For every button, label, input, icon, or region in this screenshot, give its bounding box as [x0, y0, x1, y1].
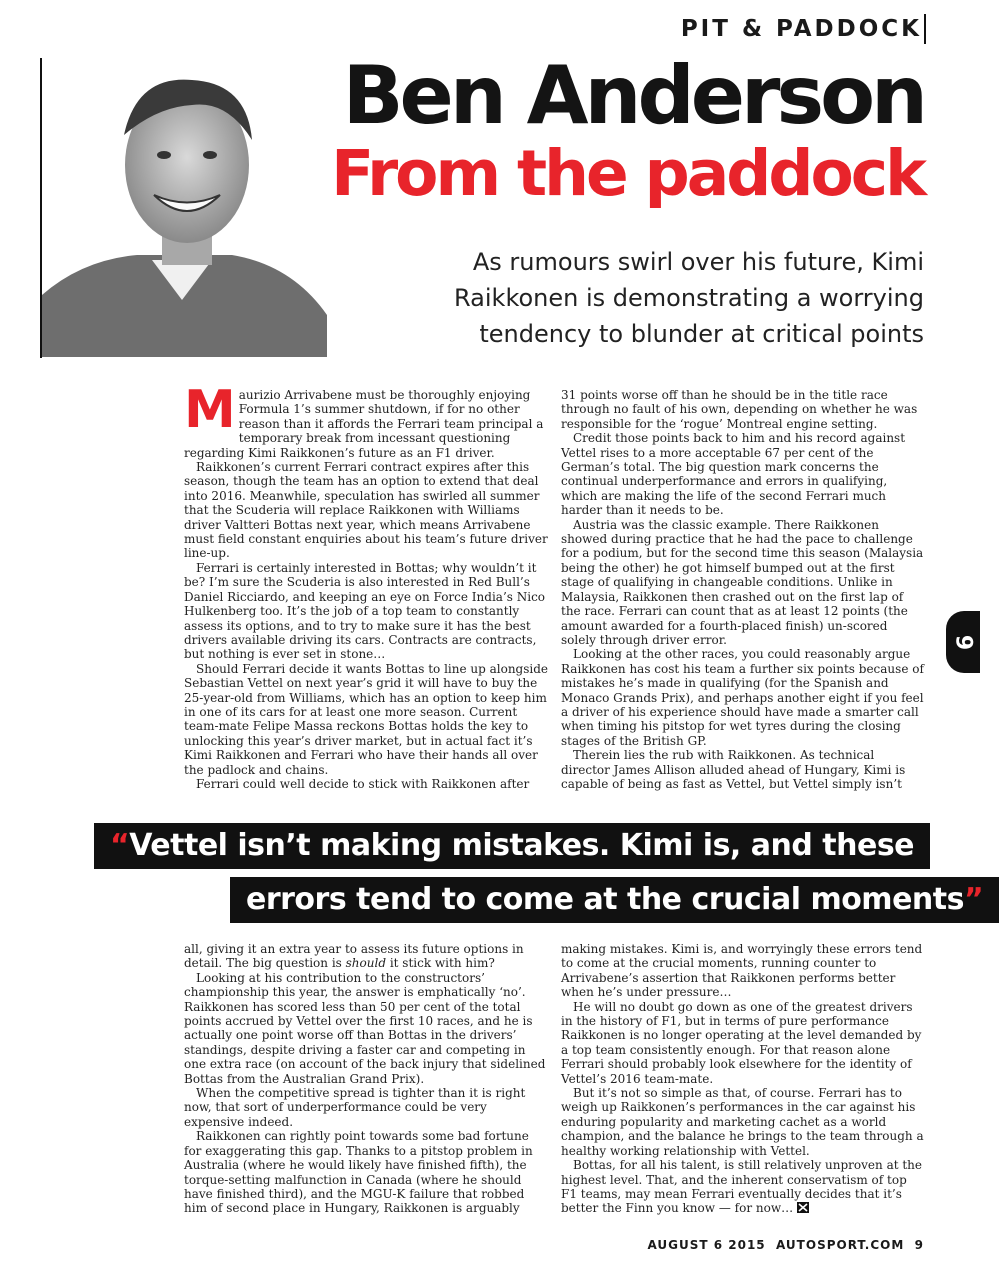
article-column-2-bottom	[561, 942, 924, 1216]
article-column-1-top	[184, 380, 549, 791]
paragraph: Ferrari is certainly interested in Bottas; why wouldn’t it be? I’m sure the Scuderia is also interested in Red Bull’s Daniel Ricciardo, and keeping an eye on Force India’s Nico Hulkenberg too. It’s the job of a top team to constantly assess its options, and to try to make sure it has the best drivers available driving its cars. Contracts are contracts, but nothing is ever set in stone…	[184, 560, 546, 662]
paragraph: Ferrari could well decide to stick with Raikkonen after	[196, 776, 530, 791]
site-name: AUTOSPORT.COM	[776, 1238, 905, 1252]
paragraph: When the competitive spread is tighter than it is right now, that sort of underperformance could be very expensive indeed.	[184, 1086, 526, 1129]
pull-quote-line-2	[230, 877, 999, 923]
section-label: PIT & PADDOCK	[680, 16, 922, 42]
paragraph: 31 points worse off than he should be in the title race through no fault of his own, depending on whether he was responsible for the ‘rogue’ Montreal engine setting.	[561, 388, 918, 431]
paragraph	[561, 1158, 924, 1216]
section-rule	[924, 14, 926, 44]
pull-quote-text-1: Vettel isn’t making mistakes. Kimi is, and these	[129, 828, 915, 863]
paragraph	[184, 942, 548, 971]
paragraph: aurizio Arrivabene must be thoroughly enjoying Formula 1’s summer shutdown, if for no other reason than it affords the Ferrari team principal a temporary break from incessant questioning regarding Kimi Raikkonen’s future as an F1 driver.	[184, 388, 544, 460]
page-number: 9	[914, 1238, 924, 1252]
paragraph: Looking at his contribution to the constructors’ championship this year, the answer is emphatically ‘no’. Raikkonen has scored less than 50 per cent of the total points accrued by Vettel over the first 10 races, and he is actually one point worse off than Bottas in the drivers’ standings, despite driving a faster car and competing in one extra race (on account of the back injury that sidelined Bottas from the Australian Grand Prix).	[184, 970, 546, 1086]
paragraph: Should Ferrari decide it wants Bottas to line up alongside Sebastian Vettel on next year’s grid it will have to buy the 25-year-old from Williams, which has an option to keep him in one of its cars for at least one more season. Current team-mate Felipe Massa reckons Bottas holds the key to unlocking this year’s driver market, but in actual fact it’s Kimi Raikkonen and Ferrari who have their hands all over the padlock and chains.	[184, 661, 549, 777]
paragraph: Looking at the other races, you could reasonably argue Raikkonen has cost his team a further six points because of mistakes he’s made in qualifying (for the Spanish and Monaco Grands Prix), and perhaps another eight if you feel a driver of his experience should have made a smarter call when timing his pitstop for wet tyres during the closing stages of the British GP.	[561, 647, 924, 748]
paragraph: Austria was the classic example. There Raikkonen showed during practice that he had the pace to challenge for a podium, but for the second time this season (Malaysia being the other) he got himself bumped out at the first stage of qualifying in changeable conditions. Unlike in Malaysia, Raikkonen then crashed out on the first lap of the race. Ferrari can count that as at least 12 points (the amount awarded for a fourth-placed finish) un-scored solely through driver error.	[561, 517, 924, 647]
text-run: it stick with him?	[386, 956, 495, 971]
page-footer	[647, 1238, 924, 1252]
columnist-portrait-icon	[42, 55, 327, 357]
paragraph: Credit those points back to him and his record against Vettel rises to a more acceptable 67 per cent of the German’s total. The big question mark concerns the continual underperformance and errors in qualifying, which are making the life of the second Ferrari much harder than it needs to be.	[561, 431, 906, 518]
paragraph: Therein lies the rub with Raikkonen. As technical director James Allison alluded ahead of Hungary, Kimi is capable of being as fast as Vettel, but Vettel simply isn’t	[561, 748, 906, 791]
author-name: Ben Anderson	[342, 49, 924, 142]
paragraph: Raikkonen’s current Ferrari contract expires after this season, though the team has an option to extend that deal into 2016. Meanwhile, speculation has swirled all summer that the Scuderia will replace Raikkonen with Williams driver Valtteri Bottas next year, which means Arrivabene must field constant enquiries about his team’s future driver line-up.	[184, 460, 548, 561]
paragraph: making mistakes. Kimi is, and worryingly these errors tend to come at the crucial moments, running counter to Arrivabene’s assertion that Raikkonen performs better when he’s under pressure…	[561, 942, 923, 1000]
pull-quote-line-1	[94, 823, 930, 869]
pull-quote-text-2: errors tend to come at the crucial moments	[246, 882, 964, 917]
paragraph: He will no doubt go down as one of the greatest drivers in the history of F1, but in terms of pure performance Raikkonen is no longer operating at the level demanded by a top team consistently enough. For that reason alone Ferrari should probably look elsewhere for the identity of Vettel’s 2016 team-mate.	[561, 999, 922, 1086]
issue-date: AUGUST 6 2015	[647, 1238, 766, 1252]
column-title: From the paddock	[331, 137, 924, 210]
paragraph: But it’s not so simple as that, of course. Ferrari has to weigh up Raikkonen’s performances in the car against his enduring popularity and marketing cachet as a world champion, and the balance he brings to the team through a healthy working relationship with Vettel.	[561, 1086, 924, 1158]
emphasis: should	[345, 956, 386, 971]
close-quote-mark: ”	[963, 882, 984, 917]
page-tab-number: 9	[950, 634, 976, 651]
page-number-tab	[946, 611, 980, 673]
paragraph: Raikkonen can rightly point towards some bad fortune for exaggerating this gap. Thanks to a pitstop problem in Australia (where he would likely have finished fifth), the torque-setting malfunction in Canada (where he should have finished third), and the MGU-K failure that robbed him of second place in Hungary, Raikkonen is arguably	[184, 1129, 533, 1216]
drop-cap: M	[184, 380, 236, 440]
text-run: Bottas, for all his talent, is still relatively unproven at the highest level. That, and the inherent conservatism of top F1 teams, may mean Ferrari eventually decides that it’s better the Finn you know — for now…	[561, 1158, 923, 1216]
standfirst: As rumours swirl over his future, Kimi Raikkonen is demonstrating a worrying tendency to blunder at critical points	[454, 248, 924, 348]
article-column-1-bottom	[184, 942, 548, 1216]
text-run: all, giving it an extra year to assess its future options in detail. The big question is	[184, 942, 524, 971]
article-column-2-top	[561, 388, 924, 791]
end-mark-icon	[797, 1202, 809, 1213]
open-quote-mark: “	[110, 828, 130, 863]
